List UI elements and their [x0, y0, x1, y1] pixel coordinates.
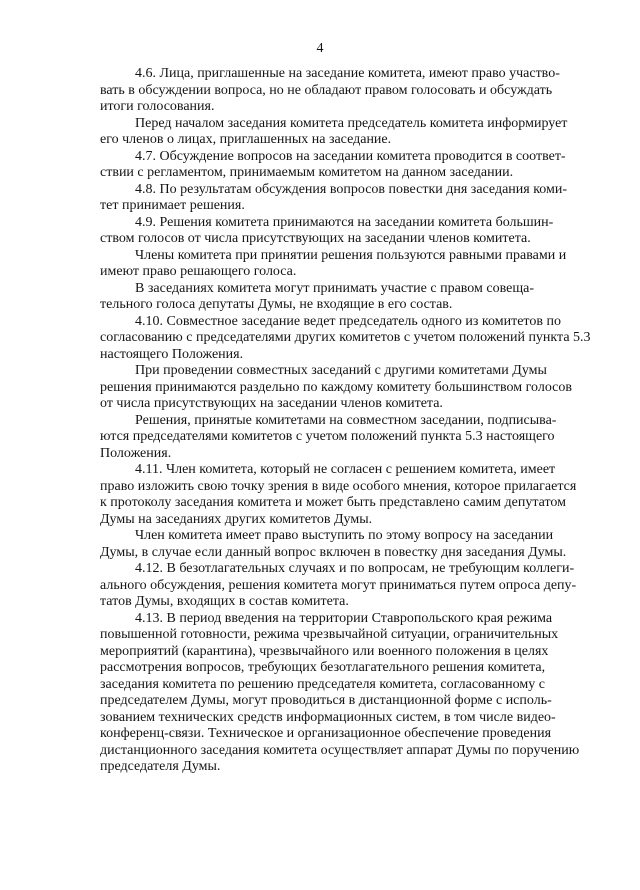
- paragraph-4-11-speech: Член комитета имеет право выступить по этому вопросу на заседании Думы, в случае если данный вопрос включен в повестку дня заседания Думы.: [100, 528, 567, 560]
- paragraph-4-9: 4.9. Решения комитета принимаются на заседании комитета большин- ством голосов от числа присутствующих на заседании членов комитета.: [100, 214, 554, 246]
- document-body: [100, 66, 605, 776]
- paragraph-4-13: 4.13. В период введения на территории Ставропольского края режима повышенной готовности, режима чрезвычайной ситуации, ограничительных мероприятий (карантина), чрезвычайного или военного положения в целях рассмотрения вопросов, требующих безотлагательного решения комитета, заседания комитета по решению председателя комитета, согласованному с председателем Думы, могут проводиться в дистанционной форме с исполь- зованием технических средств информационных систем, в том числе видео- конференц-связи. Техническое и организационное обеспечение проведения дистанционного заседания комитета осуществляет аппарат Думы по поручению председателя Думы.: [100, 610, 580, 774]
- paragraph-4-9-advisory-vote: В заседаниях комитета могут принимать участие с правом совеща- тельного голоса депутаты Думы, не входящие в его состав.: [100, 280, 535, 312]
- paragraph-4-6-notice: Перед началом заседания комитета председатель комитета информирует его членов о лицах, приглашенных на заседание.: [100, 115, 568, 147]
- paragraph-4-7: 4.7. Обсуждение вопросов на заседании комитета проводится в соответ- ствии с регламентом, принимаемым комитетом на данном заседании.: [100, 148, 566, 180]
- paragraph-4-9-equal-rights: Члены комитета при принятии решения пользуются равными правами и имеют право решающего голоса.: [100, 247, 567, 279]
- page-number: 4: [316, 41, 324, 56]
- paragraph-4-6: 4.6. Лица, приглашенные на заседание комитета, имеют право участво- вать в обсуждении вопроса, но не обладают правом голосовать и обсуждать итоги голосования.: [100, 66, 560, 114]
- paragraph-4-11: 4.11. Член комитета, который не согласен с решением комитета, имеет право изложить свою точку зрения в виде особого мнения, которое прилагается к протоколу заседания комитета и может быть представлено самим депутатом Думы на заседаниях других комитетов Думы.: [100, 462, 577, 527]
- paragraph-4-12: 4.12. В безотлагательных случаях и по вопросам, не требующим коллеги- ального обсуждения, решения комитета могут приниматься путем опроса депу- татов Думы, входящих в состав комитета.: [100, 561, 577, 609]
- paragraph-4-10: 4.10. Совместное заседание ведет председатель одного из комитетов по согласованию с председателями других комитетов с учетом положений пункта 5.3 настоящего Положения.: [100, 313, 591, 362]
- paragraph-4-10-signing: Решения, принятые комитетами на совместном заседании, подписыва- ются председателями комитетов с учетом положений пункта 5.3 настоящего Положения.: [100, 412, 557, 461]
- paragraph-4-8: 4.8. По результатам обсуждения вопросов повестки дня заседания коми- тет принимает решения.: [100, 181, 568, 213]
- paragraph-4-10-separate-decisions: При проведении совместных заседаний с другими комитетами Думы решения принимаются раздельно по каждому комитету большинством голосов от числа присутствующих на заседании членов комитета.: [100, 363, 572, 411]
